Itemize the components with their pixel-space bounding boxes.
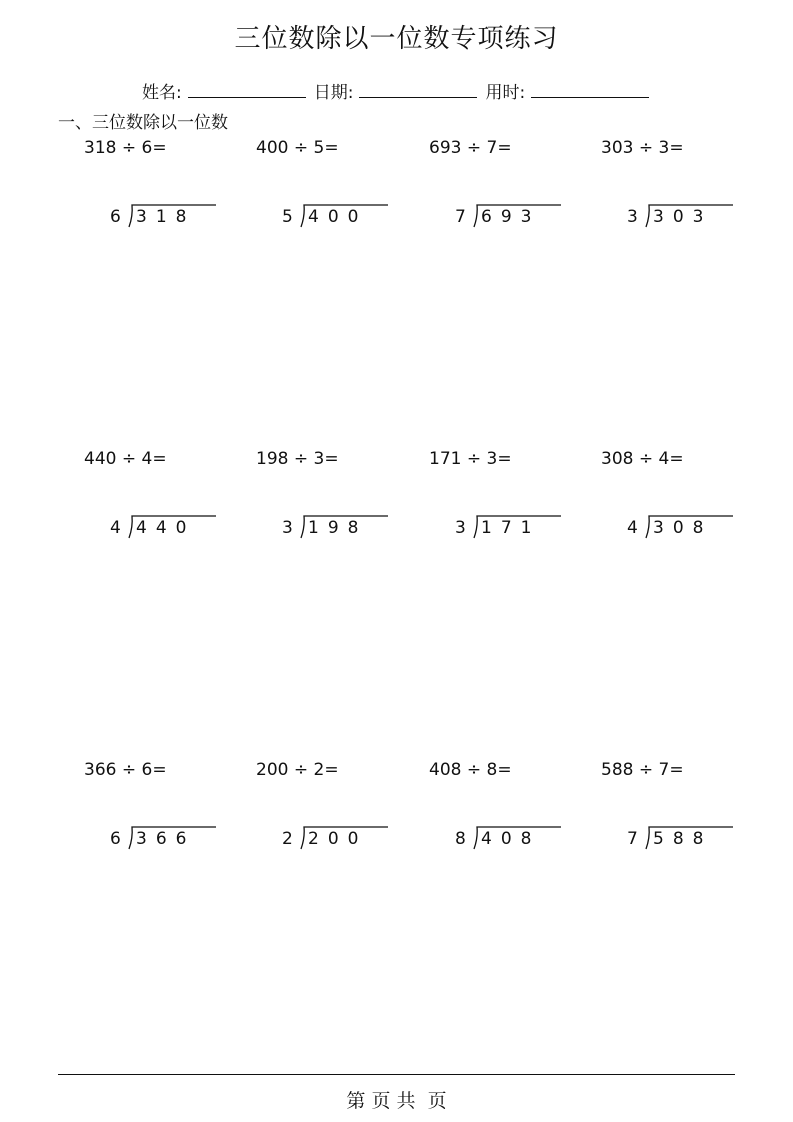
problem-expression: 366 ÷ 6= [84,760,167,780]
long-division-setup [627,826,747,852]
problem-6 [256,449,416,549]
dividend: 171 [481,518,541,538]
long-division-setup [110,515,230,541]
long-division-setup [110,204,230,230]
long-division-setup [282,826,402,852]
divisor: 3 [282,518,293,538]
problem-11 [429,760,589,860]
divisor: 5 [282,207,293,227]
dividend: 303 [653,207,713,227]
problem-7 [429,449,589,549]
name-blank[interactable] [188,83,306,98]
footer-divider [58,1074,735,1075]
problem-3 [429,138,589,238]
name-label: 姓名: [142,83,182,103]
problem-5 [84,449,244,549]
long-division-setup [282,515,402,541]
page-number-footer: 第 页 共 页 [346,1090,447,1112]
long-division-setup [455,826,575,852]
divisor: 2 [282,829,293,849]
dividend: 366 [136,829,196,849]
long-division-setup [110,826,230,852]
problem-1 [84,138,244,238]
dividend: 693 [481,207,541,227]
dividend: 200 [308,829,368,849]
long-division-setup [627,204,747,230]
problem-expression: 693 ÷ 7= [429,138,512,158]
divisor: 3 [455,518,466,538]
dividend: 198 [308,518,368,538]
date-blank[interactable] [359,83,477,98]
divisor: 7 [627,829,638,849]
divisor: 3 [627,207,638,227]
dividend: 318 [136,207,196,227]
time-field [485,78,649,103]
time-label: 用时: [485,83,526,103]
problem-expression: 408 ÷ 8= [429,760,512,780]
problem-expression: 171 ÷ 3= [429,449,512,469]
date-field [314,78,478,103]
dividend: 400 [308,207,368,227]
long-division-setup [455,515,575,541]
problem-expression: 440 ÷ 4= [84,449,167,469]
problem-expression: 588 ÷ 7= [601,760,684,780]
problem-8 [601,449,761,549]
dividend: 588 [653,829,713,849]
problem-expression: 400 ÷ 5= [256,138,339,158]
name-field [142,78,306,103]
dividend: 408 [481,829,541,849]
problem-2 [256,138,416,238]
problem-4 [601,138,761,238]
date-label: 日期: [313,83,354,103]
long-division-setup [627,515,747,541]
worksheet-title: 三位数除以一位数专项练习 [234,24,559,54]
divisor: 7 [455,207,466,227]
section-heading: 一、三位数除以一位数 [58,113,228,133]
problem-expression: 303 ÷ 3= [601,138,684,158]
dividend: 308 [653,518,713,538]
student-info-row [142,78,657,103]
long-division-setup [282,204,402,230]
divisor: 4 [110,518,121,538]
problem-9 [84,760,244,860]
divisor: 8 [455,829,466,849]
problem-10 [256,760,416,860]
long-division-setup [455,204,575,230]
divisor: 4 [627,518,638,538]
problem-expression: 200 ÷ 2= [256,760,339,780]
problem-expression: 308 ÷ 4= [601,449,684,469]
problem-expression: 198 ÷ 3= [256,449,339,469]
dividend: 440 [136,518,196,538]
problem-12 [601,760,761,860]
problem-expression: 318 ÷ 6= [84,138,167,158]
divisor: 6 [110,829,121,849]
divisor: 6 [110,207,121,227]
time-blank[interactable] [531,83,649,98]
